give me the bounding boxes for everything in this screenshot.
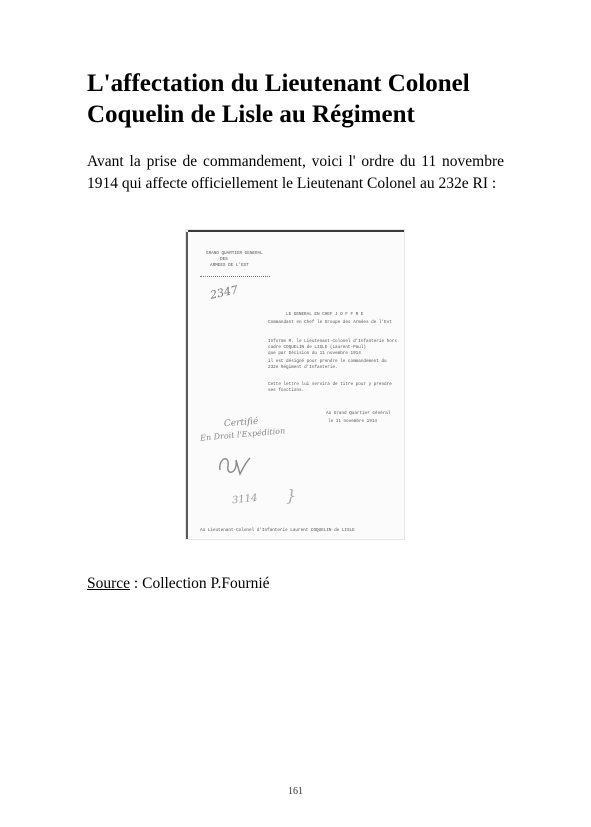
scan-order-line: Cette lettre lui servira de titre pour y prendre xyxy=(268,382,392,387)
scan-addressee: Au Lieutenant-Colonel d'Infanterie Laurent COQUELIN de LISLE xyxy=(200,528,355,533)
intro-paragraph: Avant la prise de commandement, voici l' ordre du 11 novembre 1914 qui affecte officiellement le Lieutenant Colonel au 232e RI : xyxy=(87,153,504,192)
page-title: L'affectation du Lieutenant Colonel Coquelin de Lisle au Régiment xyxy=(87,70,470,128)
scan-edge-top xyxy=(188,230,404,232)
scan-date-line: le 11 novembre 1914 xyxy=(328,419,377,424)
source-label: Source xyxy=(87,575,131,592)
scan-header-line: DES xyxy=(220,257,228,262)
source-line xyxy=(87,575,270,593)
scan-order-line: il est désigné pour prendre le commandement du xyxy=(268,359,387,364)
scan-footer-number: 3114 xyxy=(231,492,258,507)
scan-header-line: GRAND QUARTIER GENERAL xyxy=(206,251,263,256)
scan-edge-left xyxy=(186,232,188,539)
scan-handwritten-note: En Droit l'Expédition xyxy=(199,426,286,443)
scan-general-line: LE GENERAL EN CHEF J O F F R E xyxy=(286,312,364,317)
page-number: 161 xyxy=(288,786,303,797)
scan-command-line: Commandant en Chef le Groupe des Armées de l'Est xyxy=(268,320,392,325)
scan-order-line: que par Décision du 11 novembre 1914 xyxy=(268,351,361,356)
scan-handwritten-mark: } xyxy=(286,486,297,505)
scanned-document-image xyxy=(186,230,404,539)
scan-stamp-number: 2347 xyxy=(208,283,240,302)
scan-place-line: Au Grand Quartier Général xyxy=(326,411,391,416)
scan-order-line: 232e Régiment d'Infanterie. xyxy=(268,365,338,370)
scan-header-line: ARMEES DE L'EST xyxy=(210,263,249,268)
scan-order-line: ses fonctions. xyxy=(268,388,305,393)
scan-dotted-rule xyxy=(200,276,270,277)
scan-order-line: cadre COQUELIN de LISLE (Laurent-Paul) xyxy=(268,345,366,350)
scan-signature xyxy=(216,448,256,482)
scan-handwritten-note: Certifié xyxy=(223,416,259,430)
scan-order-line: Informe M. le Lieutenant-Colonel d'Infanterie hors xyxy=(268,339,397,344)
source-text: : Collection P.Fournié xyxy=(130,575,270,592)
